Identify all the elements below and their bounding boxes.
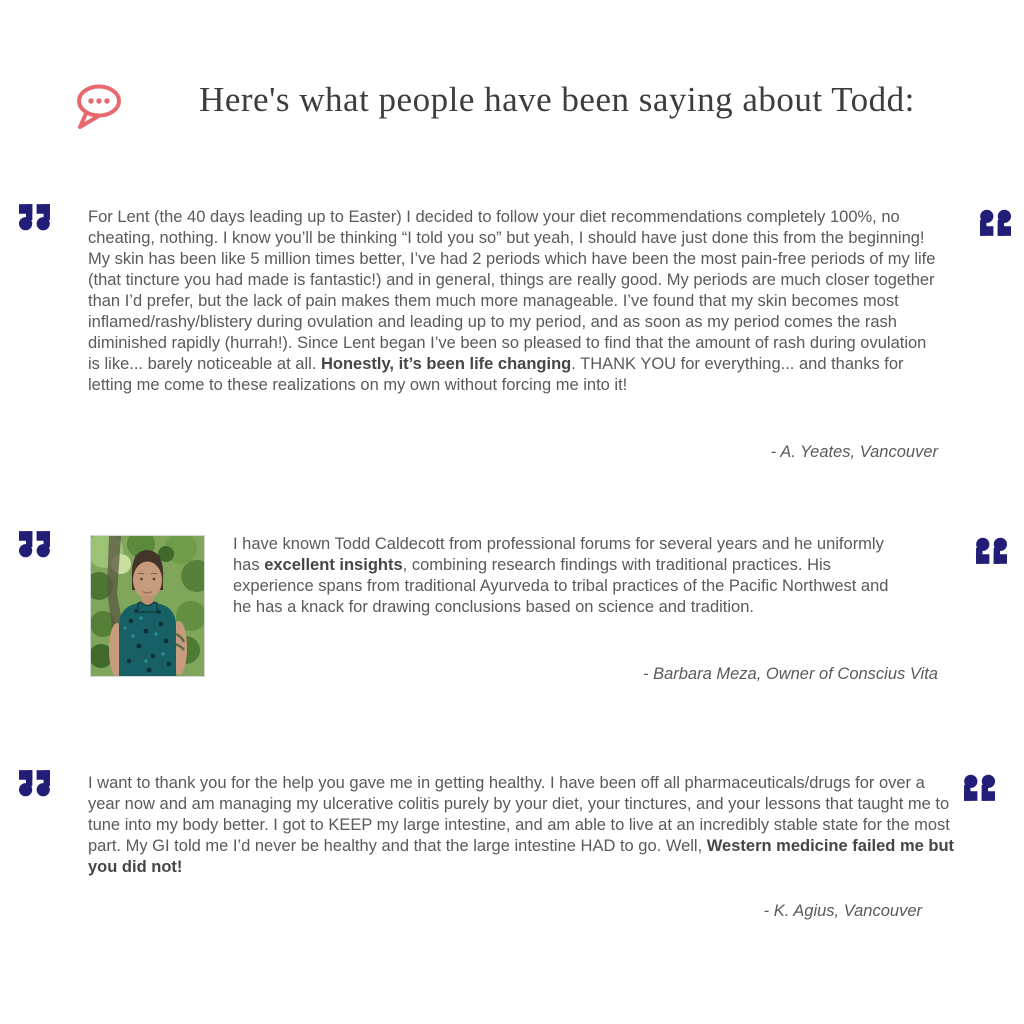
close-quote-icon <box>963 769 995 801</box>
testimonial-attribution: - K. Agius, Vancouver <box>763 902 922 920</box>
testimonial-photo <box>90 535 205 677</box>
open-quote-icon <box>19 531 51 563</box>
testimonial-text: For Lent (the 40 days leading up to Easter) I decided to follow your diet recommendations completely 100%, no cheating, nothing. I know you’ll be thinking “I told you so” but yeah, I should have just done this from the beginning! My skin has been like 5 million times better, I’ve had 2 periods which have been the most pain-free periods of my life (that tincture you had made is fantastic!) and in general, things are really good. My periods are much closer together than I’d prefer, but the lack of pain makes them much more manageable. I’ve found that my skin becomes most inflamed/rashy/blistery during ovulation and leading up to my period, and as soon as my period comes the rash diminished rapidly (hurrah!). Since Lent began I’ve been so pleased to find that the amount of rash during ovulation is like... barely noticeable at all. Honestly, it’s been life changing. THANK YOU for everything... and thanks for letting me come to these realizations on my own without forcing me into it! <box>88 208 936 394</box>
open-quote-icon <box>19 770 51 802</box>
close-quote-icon <box>979 204 1011 236</box>
testimonial-text: I want to thank you for the help you gave me in getting healthy. I have been off all pharmaceuticals/drugs for over a year now and am managing my ulcerative colitis purely by your diet, your tinctures, and your lessons that taught me to tune into my body better. I got to KEEP my large intestine, and am able to live at an incredibly stable state for the most part. My GI told me I’d never be healthy and that the large intestine HAD to go. Well, Western medicine failed me but you did not! <box>88 774 955 876</box>
close-quote-icon <box>975 532 1007 564</box>
testimonial-text: I have known Todd Caldecott from professional forums for several years and he uniformly has excellent insights, combining research findings with traditional practices. His experience spans from traditional Ayurveda to tribal practices of the Pacific Northwest and he has a knack for drawing conclusions based on science and tradition. <box>233 535 889 616</box>
testimonial-attribution: - Barbara Meza, Owner of Conscius Vita <box>643 665 938 683</box>
testimonial-attribution: - A. Yeates, Vancouver <box>770 443 938 461</box>
page-title: Here's what people have been saying about Todd: <box>199 80 915 119</box>
open-quote-icon <box>19 204 51 236</box>
